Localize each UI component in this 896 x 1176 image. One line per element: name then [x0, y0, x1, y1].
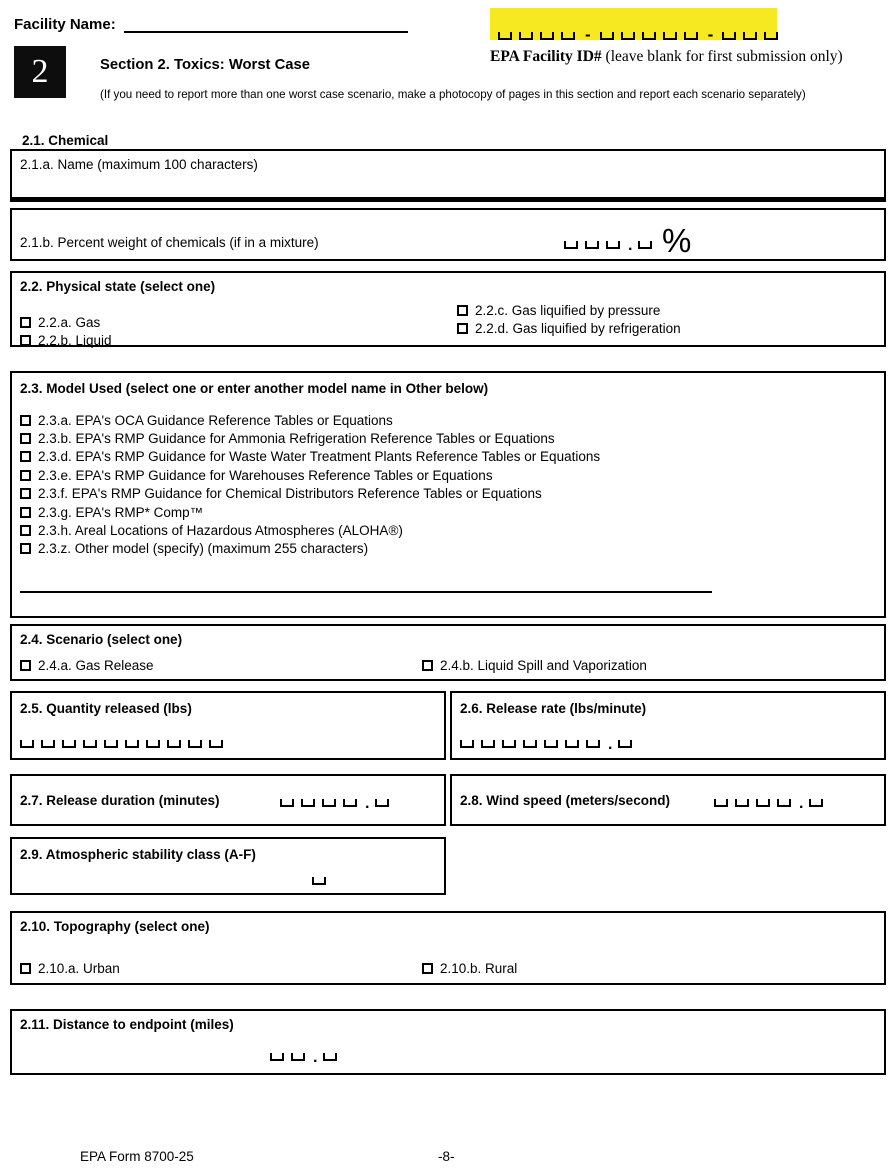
stability-class-field[interactable]	[312, 877, 333, 885]
entry-cell[interactable]	[764, 32, 778, 40]
physical-state-right-column	[457, 301, 681, 337]
decimal-point: .	[628, 237, 633, 254]
option-label: 2.3.b. EPA's RMP Guidance for Ammonia Refrigeration Reference Tables or Equations	[38, 431, 555, 447]
physical-state-box	[10, 271, 886, 347]
option-label: 2.3.e. EPA's RMP Guidance for Warehouses Reference Tables or Equations	[38, 467, 493, 483]
option-label: 2.10.a. Urban	[38, 960, 120, 976]
checkbox-icon[interactable]	[457, 323, 468, 334]
option-2-10-b[interactable]	[422, 959, 517, 977]
epa-facility-id-field[interactable]	[490, 8, 777, 44]
option-2-3-z[interactable]	[20, 540, 600, 558]
entry-cell[interactable]	[519, 32, 533, 40]
entry-cell[interactable]	[735, 799, 749, 807]
option-label: 2.3.f. EPA's RMP Guidance for Chemical Distributors Reference Tables or Equations	[38, 486, 542, 502]
entry-cell[interactable]	[104, 740, 118, 748]
checkbox-icon[interactable]	[20, 470, 31, 481]
epa-id-label-bold: EPA Facility ID#	[490, 48, 602, 65]
entry-cell[interactable]	[722, 32, 736, 40]
checkbox-icon[interactable]	[20, 963, 31, 974]
option-2-2-a[interactable]	[20, 313, 112, 331]
entry-cell[interactable]	[540, 32, 554, 40]
entry-cell[interactable]	[561, 32, 575, 40]
percent-weight-box	[10, 208, 886, 261]
option-2-10-a[interactable]	[20, 959, 120, 977]
physical-state-left-column	[20, 313, 112, 349]
checkbox-icon[interactable]	[20, 507, 31, 518]
distance-endpoint-field[interactable]	[270, 1049, 344, 1066]
checkbox-icon[interactable]	[20, 525, 31, 536]
checkbox-icon[interactable]	[20, 488, 31, 499]
entry-cell[interactable]	[565, 740, 579, 748]
entry-cell[interactable]	[322, 799, 336, 807]
entry-cell[interactable]	[146, 740, 160, 748]
section-title: Section 2. Toxics: Worst Case	[100, 57, 310, 73]
entry-cell[interactable]	[498, 32, 512, 40]
percent-sign: %	[662, 222, 692, 259]
entry-cell[interactable]	[301, 799, 315, 807]
entry-cell[interactable]	[684, 32, 698, 40]
option-2-4-a[interactable]	[20, 656, 154, 674]
checkbox-icon[interactable]	[20, 317, 31, 328]
decimal-point: .	[313, 1049, 318, 1066]
entry-cell[interactable]	[83, 740, 97, 748]
topography-box	[10, 911, 886, 985]
entry-cell[interactable]	[20, 740, 34, 748]
option-label: 2.4.b. Liquid Spill and Vaporization	[440, 657, 647, 673]
option-label: 2.3.z. Other model (specify) (maximum 255 characters)	[38, 541, 369, 557]
option-label: 2.2.c. Gas liquified by pressure	[475, 302, 661, 318]
entry-cell[interactable]	[375, 799, 389, 807]
option-2-3-b[interactable]	[20, 429, 600, 447]
scenario-title: 2.4. Scenario (select one)	[20, 632, 183, 647]
option-2-2-b[interactable]	[20, 331, 112, 349]
option-label: 2.4.a. Gas Release	[38, 657, 154, 673]
chemical-name-box	[10, 149, 886, 202]
entry-cell[interactable]	[756, 799, 770, 807]
entry-cell[interactable]	[523, 740, 537, 748]
option-label: 2.3.a. EPA's OCA Guidance Reference Tables or Equations	[38, 412, 393, 428]
scenario-box	[10, 624, 886, 681]
wind-speed-title: 2.8. Wind speed (meters/second)	[460, 793, 670, 808]
decimal-point: .	[608, 736, 613, 753]
section-number-badge	[14, 46, 66, 98]
id-group-separator: -	[707, 25, 714, 44]
entry-cell[interactable]	[481, 740, 495, 748]
entry-cell[interactable]	[638, 241, 652, 249]
entry-cell[interactable]	[460, 740, 474, 748]
form-number: EPA Form 8700-25	[80, 1149, 194, 1164]
quantity-released-field[interactable]	[20, 740, 230, 748]
decimal-point: .	[365, 795, 370, 812]
entry-cell[interactable]	[291, 1053, 305, 1061]
entry-cell[interactable]	[777, 799, 791, 807]
page-number: -8-	[438, 1149, 455, 1164]
entry-cell[interactable]	[125, 740, 139, 748]
decimal-point: .	[799, 795, 804, 812]
option-2-3-f[interactable]	[20, 485, 600, 503]
wind-speed-field[interactable]	[714, 795, 830, 812]
entry-cell[interactable]	[621, 32, 635, 40]
checkbox-icon[interactable]	[20, 543, 31, 554]
section-2-1-heading: 2.1. Chemical	[22, 133, 109, 148]
entry-cell[interactable]	[544, 740, 558, 748]
checkbox-icon[interactable]	[20, 660, 31, 671]
entry-cell[interactable]	[618, 740, 632, 748]
entry-cell[interactable]	[188, 740, 202, 748]
option-label: 2.2.d. Gas liquified by refrigeration	[475, 320, 681, 336]
entry-cell[interactable]	[564, 241, 578, 249]
entry-cell[interactable]	[809, 799, 823, 807]
facility-name-input-line[interactable]	[124, 16, 408, 33]
checkbox-icon[interactable]	[422, 963, 433, 974]
option-label: 2.2.b. Liquid	[38, 332, 112, 348]
option-2-3-g[interactable]	[20, 503, 600, 521]
percent-weight-label: 2.1.b. Percent weight of chemicals (if in a mixture)	[20, 235, 319, 250]
entry-cell[interactable]	[312, 877, 326, 885]
entry-cell[interactable]	[600, 32, 614, 40]
topography-title: 2.10. Topography (select one)	[20, 919, 210, 934]
option-label: 2.3.g. EPA's RMP* Comp™	[38, 504, 204, 520]
id-group-separator: -	[585, 25, 591, 44]
checkbox-icon[interactable]	[20, 433, 31, 444]
stability-class-box	[10, 837, 446, 895]
option-2-3-e[interactable]	[20, 466, 600, 484]
option-2-3-d[interactable]	[20, 448, 600, 466]
entry-cell[interactable]	[41, 740, 55, 748]
entry-cell[interactable]	[343, 799, 357, 807]
model-used-options	[20, 411, 600, 558]
entry-cell[interactable]	[270, 1053, 284, 1061]
entry-cell[interactable]	[663, 32, 677, 40]
release-duration-title: 2.7. Release duration (minutes)	[20, 793, 220, 808]
entry-cell[interactable]	[323, 1053, 337, 1061]
distance-endpoint-box	[10, 1009, 886, 1075]
chemical-name-label: 2.1.a. Name (maximum 100 characters)	[20, 157, 258, 172]
option-label: 2.3.h. Areal Locations of Hazardous Atmospheres (ALOHA®)	[38, 523, 403, 539]
release-rate-field[interactable]	[460, 736, 639, 753]
percent-weight-field[interactable]	[564, 237, 659, 254]
entry-cell[interactable]	[209, 740, 223, 748]
checkbox-icon[interactable]	[422, 660, 433, 671]
release-rate-title: 2.6. Release rate (lbs/minute)	[460, 701, 647, 716]
entry-cell[interactable]	[586, 740, 600, 748]
model-used-box	[10, 371, 886, 618]
stability-class-title: 2.9. Atmospheric stability class (A-F)	[20, 847, 256, 862]
wind-speed-box	[450, 774, 886, 826]
entry-cell[interactable]	[502, 740, 516, 748]
option-2-2-d[interactable]	[457, 319, 681, 337]
entry-cell[interactable]	[280, 799, 294, 807]
section-number: 2	[31, 53, 49, 90]
checkbox-icon[interactable]	[20, 335, 31, 346]
checkbox-icon[interactable]	[457, 305, 468, 316]
other-model-input-line[interactable]	[20, 591, 712, 593]
facility-name-row	[14, 16, 408, 33]
entry-cell[interactable]	[167, 740, 181, 748]
release-duration-field[interactable]	[280, 795, 396, 812]
facility-name-label: Facility Name:	[14, 16, 116, 33]
physical-state-title: 2.2. Physical state (select one)	[20, 279, 216, 294]
entry-cell[interactable]	[642, 32, 656, 40]
option-label: 2.3.d. EPA's RMP Guidance for Waste Water Treatment Plants Reference Tables or Equations	[38, 449, 601, 465]
entry-cell[interactable]	[606, 241, 620, 249]
entry-cell[interactable]	[62, 740, 76, 748]
entry-cell[interactable]	[714, 799, 728, 807]
option-2-4-b[interactable]	[422, 656, 647, 674]
quantity-released-title: 2.5. Quantity released (lbs)	[20, 701, 192, 716]
option-label: 2.2.a. Gas	[38, 314, 101, 330]
model-used-title: 2.3. Model Used (select one or enter another model name in Other below)	[20, 381, 489, 396]
quantity-released-box	[10, 691, 446, 760]
option-2-3-a[interactable]	[20, 411, 600, 429]
entry-cell[interactable]	[585, 241, 599, 249]
epa-facility-id-label	[490, 48, 843, 66]
option-2-3-h[interactable]	[20, 521, 600, 539]
epa-id-label-note: (leave blank for first submission only)	[601, 48, 843, 65]
section-note: (If you need to report more than one worst case scenario, make a photocopy of pages in this section and report each scenario separately)	[100, 88, 806, 101]
entry-cell[interactable]	[743, 32, 757, 40]
release-duration-box	[10, 774, 446, 826]
distance-endpoint-title: 2.11. Distance to endpoint (miles)	[20, 1017, 234, 1032]
checkbox-icon[interactable]	[20, 415, 31, 426]
option-label: 2.10.b. Rural	[440, 960, 518, 976]
checkbox-icon[interactable]	[20, 451, 31, 462]
release-rate-box	[450, 691, 886, 760]
chemical-name-input-area[interactable]	[12, 175, 884, 197]
option-2-2-c[interactable]	[457, 301, 681, 319]
